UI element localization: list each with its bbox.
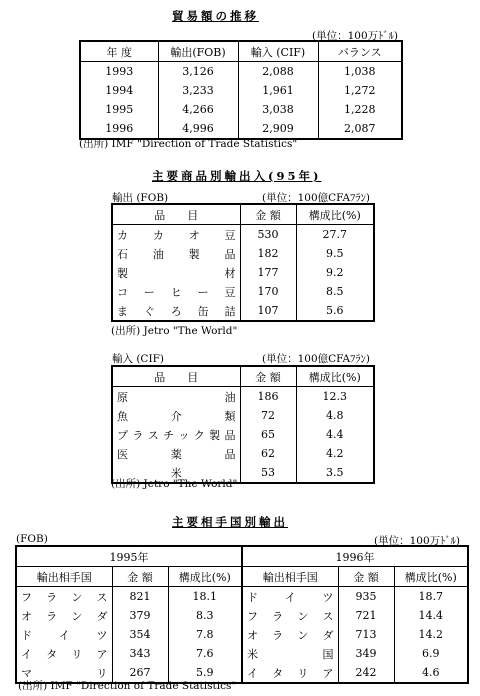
trade-year: 1993 xyxy=(105,65,134,78)
partner-amount: 713 xyxy=(338,625,394,644)
import-share: 4.2 xyxy=(296,444,374,463)
partner-share: 18.7 xyxy=(394,587,468,607)
trade-import-value: 1,961 xyxy=(238,81,318,100)
partner-amount: 267 xyxy=(112,663,168,683)
export-item: コ ー ヒ ー 豆 xyxy=(117,285,236,299)
trade-import-value: 3,038 xyxy=(238,100,318,119)
export-share: 8.5 xyxy=(296,282,374,301)
trade-header-imports: 輸入 (CIF) xyxy=(238,41,318,62)
trade-import-value: 2,088 xyxy=(238,62,318,82)
partner-country: ド イ ツ xyxy=(21,628,108,642)
exports-header-row xyxy=(112,204,374,225)
import-share: 3.5 xyxy=(296,463,374,483)
export-share: 9.2 xyxy=(296,263,374,282)
imports-unit: (単位：100億CFAﾌﾗﾝ) xyxy=(262,353,370,365)
imports-header-row xyxy=(112,366,374,387)
import-item: 米 xyxy=(170,466,182,480)
export-amount: 530 xyxy=(240,225,296,245)
partner-amount: 349 xyxy=(338,644,394,663)
partner-share: 14.4 xyxy=(394,606,468,625)
trade-balance-value: 1,038 xyxy=(318,62,402,82)
trade-table xyxy=(79,40,403,140)
partners-unit: (単位：100万ﾄﾞﾙ) xyxy=(374,535,460,547)
import-amount: 65 xyxy=(240,425,296,444)
partners-source: (出所) IMF "Direction of Trade Statistics" xyxy=(18,680,237,692)
trade-year: 1995 xyxy=(105,103,134,116)
partner-amount: 935 xyxy=(338,587,394,607)
import-item: 医 薬 品 xyxy=(117,447,236,461)
partners-title: 主要相手国別輸出 xyxy=(172,515,288,529)
partner-share: 14.2 xyxy=(394,625,468,644)
export-share: 9.5 xyxy=(296,244,374,263)
partners-header-amount: 金 額 xyxy=(338,567,394,587)
import-item: 魚 介 類 xyxy=(117,409,236,423)
partners-subheader-row xyxy=(16,567,468,587)
import-item: プ ラ ス チ ッ ク 製 品 xyxy=(117,428,236,442)
partner-share: 4.6 xyxy=(394,663,468,683)
export-amount: 107 xyxy=(240,301,296,321)
table-row xyxy=(112,444,374,463)
export-amount: 182 xyxy=(240,244,296,263)
partners-year-row xyxy=(16,546,468,567)
partner-country: 米 国 xyxy=(242,644,338,663)
exports-label: 輸出 (FOB) xyxy=(112,192,169,204)
trade-source: (出所) IMF "Direction of Trade Statistics" xyxy=(79,138,298,150)
import-amount: 72 xyxy=(240,406,296,425)
trade-export-value: 3,126 xyxy=(158,62,238,82)
table-row xyxy=(16,644,468,663)
partners-header-share: 構成比(%) xyxy=(394,567,468,587)
imports-source: (出所) Jetro "The World" xyxy=(111,478,238,490)
trade-header-exports: 輸出(FOB) xyxy=(158,41,238,62)
export-item: 石 油 製 品 xyxy=(117,247,236,261)
import-share: 4.4 xyxy=(296,425,374,444)
partner-country: イ タ リ ア xyxy=(21,647,108,661)
partners-header-share: 構成比(%) xyxy=(168,567,242,587)
partner-share: 5.9 xyxy=(168,663,242,683)
partners-table xyxy=(15,545,469,684)
export-amount: 170 xyxy=(240,282,296,301)
partner-amount: 354 xyxy=(112,625,168,644)
partner-share: 7.6 xyxy=(168,644,242,663)
partners-year-1996: 1996年 xyxy=(242,546,468,567)
partners-header-country: 輸出相手国 xyxy=(242,567,338,587)
trade-export-value: 4,996 xyxy=(158,119,238,139)
imports-header-item: 品 目 xyxy=(112,366,240,387)
partner-country: フ ラ ン ス xyxy=(242,606,338,625)
partner-country: オ ラ ン ダ xyxy=(242,625,338,644)
table-row xyxy=(16,625,468,644)
table-row xyxy=(80,100,402,119)
table-row xyxy=(80,62,402,82)
import-share: 12.3 xyxy=(296,387,374,407)
commodities-title: 主要商品別輸出入(95年) xyxy=(152,169,322,183)
trade-export-value: 4,266 xyxy=(158,100,238,119)
partner-share: 6.9 xyxy=(394,644,468,663)
import-amount: 62 xyxy=(240,444,296,463)
export-share: 27.7 xyxy=(296,225,374,245)
partner-country: イ タ リ ア xyxy=(242,663,338,683)
trade-balance-value: 1,272 xyxy=(318,81,402,100)
imports-label: 輸入 (CIF) xyxy=(112,353,164,365)
exports-table xyxy=(111,203,375,322)
partner-share: 7.8 xyxy=(168,625,242,644)
trade-year: 1996 xyxy=(105,122,134,135)
import-amount: 53 xyxy=(240,463,296,483)
partner-share: 18.1 xyxy=(168,587,242,607)
table-row xyxy=(112,301,374,321)
partner-country: オ ラ ン ダ xyxy=(21,609,108,623)
table-row xyxy=(112,406,374,425)
export-item: 製 材 xyxy=(117,266,236,280)
partner-amount: 721 xyxy=(338,606,394,625)
trade-header-year: 年 度 xyxy=(80,41,158,62)
partners-label: (FOB) xyxy=(16,533,48,545)
trade-balance-value: 2,087 xyxy=(318,119,402,139)
trade-title: 貿易額の推移 xyxy=(172,9,259,23)
export-item: ま ぐ ろ 缶 詰 xyxy=(117,304,236,318)
trade-export-value: 3,233 xyxy=(158,81,238,100)
imports-header-amount: 金 額 xyxy=(240,366,296,387)
import-share: 4.8 xyxy=(296,406,374,425)
trade-year: 1994 xyxy=(105,84,134,97)
import-amount: 186 xyxy=(240,387,296,407)
partner-amount: 379 xyxy=(112,606,168,625)
partner-amount: 242 xyxy=(338,663,394,683)
table-row xyxy=(16,587,468,607)
partners-header-amount: 金 額 xyxy=(112,567,168,587)
partner-country: ド イ ツ xyxy=(242,587,338,607)
table-row xyxy=(112,387,374,407)
import-item: 原 油 xyxy=(117,390,236,404)
partner-amount: 821 xyxy=(112,587,168,607)
partners-year-1995: 1995年 xyxy=(16,546,242,567)
partner-amount: 343 xyxy=(112,644,168,663)
exports-header-share: 構成比(%) xyxy=(296,204,374,225)
exports-header-amount: 金 額 xyxy=(240,204,296,225)
export-share: 5.6 xyxy=(296,301,374,321)
trade-import-value: 2,909 xyxy=(238,119,318,139)
trade-header-row xyxy=(80,41,402,62)
partner-country: フ ラ ン ス xyxy=(21,590,108,604)
trade-balance-value: 1,228 xyxy=(318,100,402,119)
table-row xyxy=(16,606,468,625)
table-row xyxy=(112,425,374,444)
table-row xyxy=(80,81,402,100)
imports-table xyxy=(111,365,375,484)
partner-share: 8.3 xyxy=(168,606,242,625)
exports-header-item: 品 目 xyxy=(112,204,240,225)
partners-header-country: 輸出相手国 xyxy=(16,567,112,587)
exports-source: (出所) Jetro "The World" xyxy=(111,325,238,337)
export-item: カ カ オ 豆 xyxy=(117,228,236,242)
trade-header-balance: バランス xyxy=(318,41,402,62)
table-row xyxy=(112,282,374,301)
table-row xyxy=(112,244,374,263)
export-amount: 177 xyxy=(240,263,296,282)
exports-unit: (単位：100億CFAﾌﾗﾝ) xyxy=(262,192,370,204)
partner-country: マ リ xyxy=(21,666,108,680)
table-row xyxy=(112,263,374,282)
imports-header-share: 構成比(%) xyxy=(296,366,374,387)
trade-unit: (単位：100万ﾄﾞﾙ) xyxy=(312,30,398,42)
table-row xyxy=(112,225,374,245)
